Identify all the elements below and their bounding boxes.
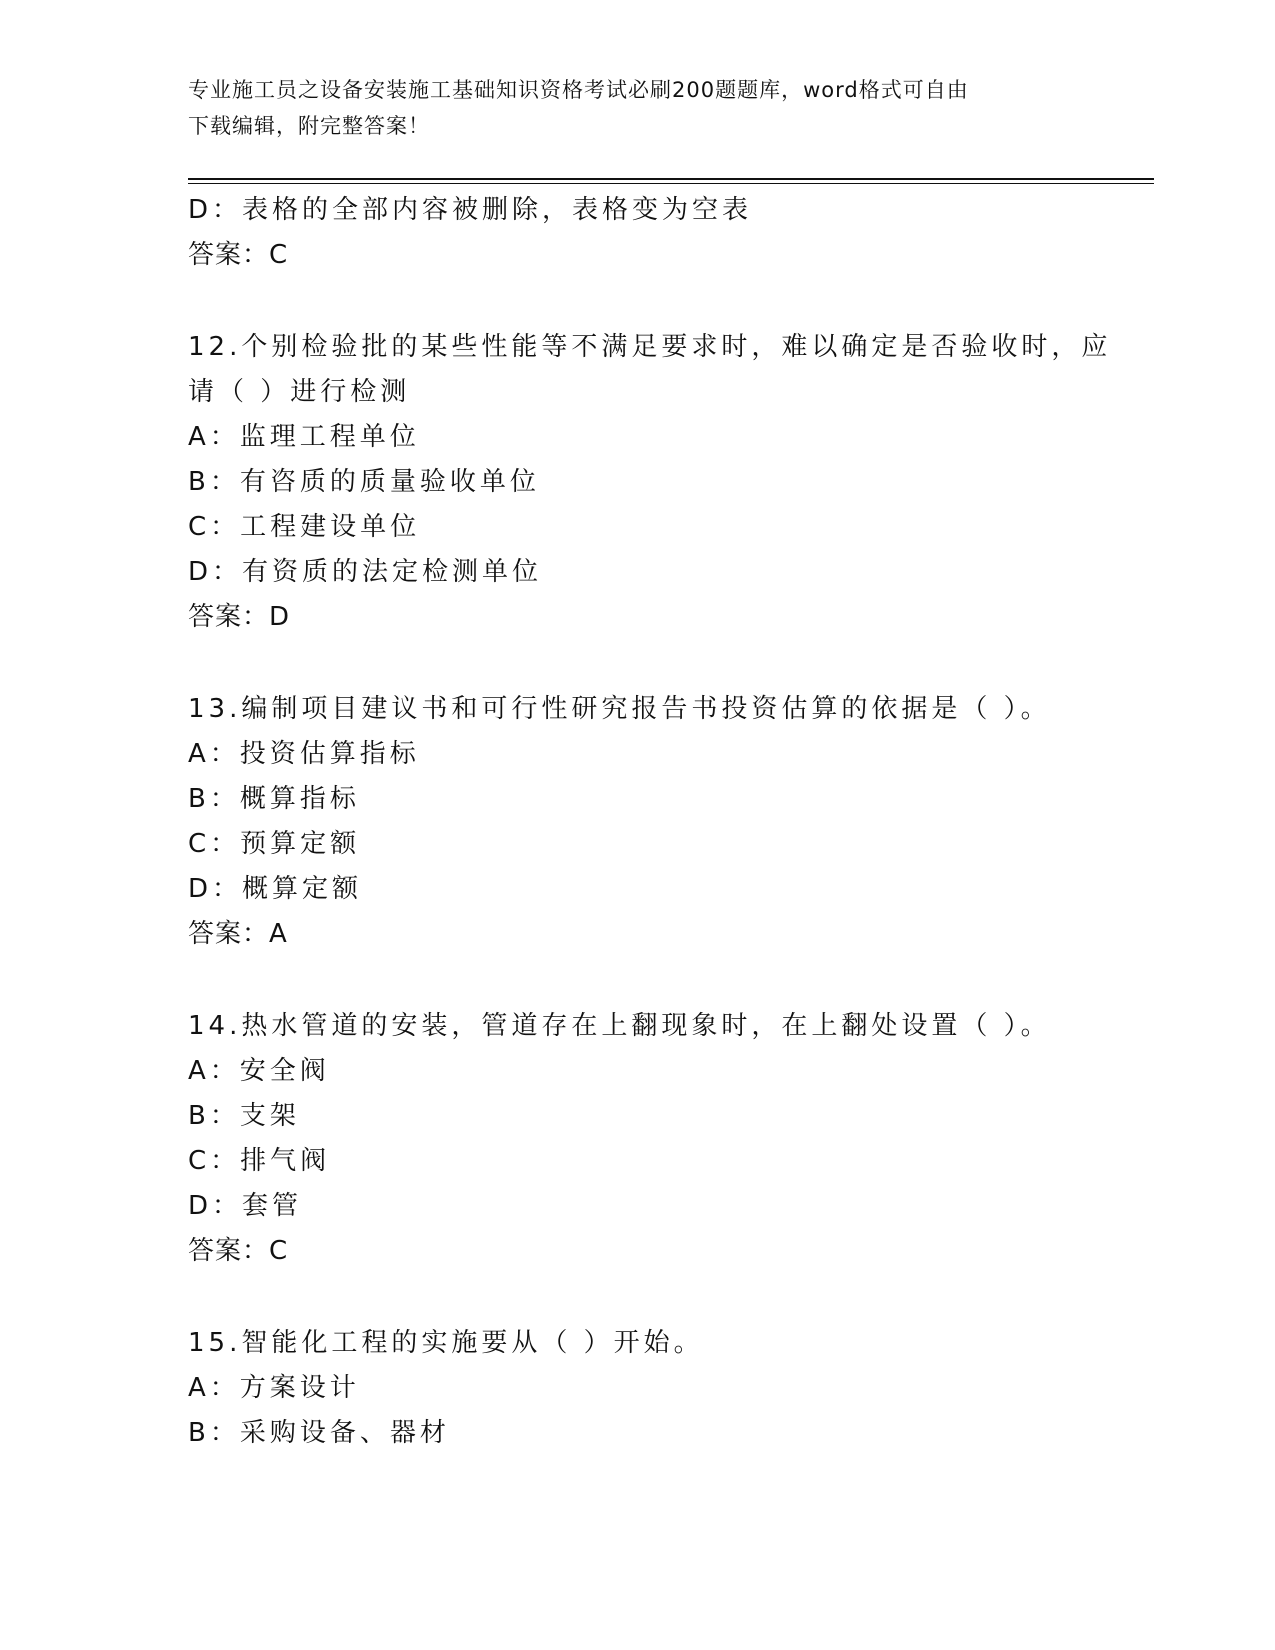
question-stem: 13.编制项目建议书和可行性研究报告书投资估算的依据是（ ）。: [188, 694, 1051, 724]
option-c: C：工程建设单位: [188, 512, 421, 542]
option-c: C：预算定额: [188, 829, 361, 859]
question-list: [188, 188, 1112, 1456]
question-stem-continued: 请（ ）进行检测: [188, 377, 411, 407]
question-11-tail: [188, 188, 1088, 278]
option-d: D：套管: [188, 1191, 303, 1221]
option-d: D：有资质的法定检测单位: [188, 557, 543, 587]
option-a: A：监理工程单位: [188, 422, 420, 452]
option-d: D：概算定额: [188, 874, 363, 904]
question-12: [188, 325, 1112, 640]
question-15: [188, 1321, 1088, 1456]
answer: 答案：A: [188, 919, 288, 949]
option-a: A：安全阀: [188, 1056, 330, 1086]
question-13: [188, 687, 1088, 957]
option-a: A：方案设计: [188, 1373, 360, 1403]
document-header: [188, 72, 1088, 144]
option-b: B：采购设备、器材: [188, 1418, 450, 1448]
option-b: B：概算指标: [188, 784, 360, 814]
option-c: C：排气阀: [188, 1146, 331, 1176]
option-a: A：投资估算指标: [188, 739, 420, 769]
question-14: [188, 1004, 1088, 1274]
header-line-2: 下载编辑，附完整答案！: [188, 114, 430, 138]
answer: 答案：C: [188, 240, 289, 270]
header-line-1: 专业施工员之设备安装施工基础知识资格考试必刷200题题库，word格式可自由: [188, 78, 969, 102]
header-divider-thick: [188, 178, 1154, 180]
option-b: B：有咨质的质量验收单位: [188, 467, 540, 497]
question-stem: 14.热水管道的安装，管道存在上翻现象时，在上翻处设置（ ）。: [188, 1011, 1051, 1041]
answer: 答案：C: [188, 1236, 289, 1266]
header-divider-thin: [188, 183, 1154, 184]
question-stem: 15.智能化工程的实施要从（ ）开始。: [188, 1328, 704, 1358]
option-b: B：支架: [188, 1101, 300, 1131]
question-stem: 12.个别检验批的某些性能等不满足要求时，难以确定是否验收时，应: [188, 332, 1112, 362]
answer: 答案：D: [188, 602, 291, 632]
option-d: D：表格的全部内容被删除，表格变为空表: [188, 195, 753, 225]
